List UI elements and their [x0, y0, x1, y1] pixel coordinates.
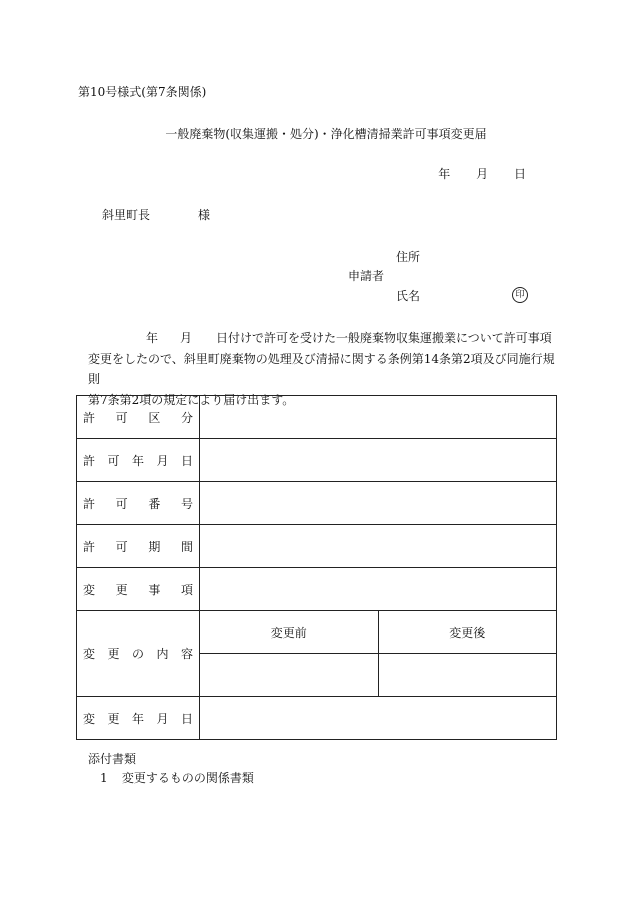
- label-char: 更: [107, 647, 120, 661]
- change-item-label: [77, 568, 200, 611]
- permit-category-field[interactable]: [200, 396, 557, 439]
- change-content-header-cell: [200, 611, 557, 654]
- label-char: 許: [83, 453, 96, 468]
- table-row: [77, 568, 557, 611]
- label-char: 可: [115, 539, 128, 554]
- addressee-honorific: 様: [198, 208, 211, 222]
- label-char: の: [131, 647, 144, 661]
- label-char: 変: [83, 582, 96, 597]
- label-char: 番: [148, 496, 161, 511]
- label-char: 日: [180, 453, 193, 468]
- label-char: 変: [83, 647, 96, 661]
- label-char: 許: [83, 539, 96, 554]
- body-line-3: 第7条第2項の規定により届け出ます。: [88, 392, 295, 407]
- change-item-field[interactable]: [200, 568, 557, 611]
- table-row: [77, 396, 557, 439]
- date-year: 年: [438, 167, 451, 181]
- change-content-label: [77, 611, 200, 697]
- permit-period-field[interactable]: [200, 525, 557, 568]
- addressee: [102, 209, 210, 221]
- table-row: [77, 439, 557, 482]
- label-char: 可: [115, 496, 128, 511]
- permit-number-label: [77, 482, 200, 525]
- form-number: 第10号様式(第7条関係): [78, 85, 207, 99]
- label-char: 容: [180, 647, 193, 661]
- table-row: [77, 525, 557, 568]
- before-header: 変更前: [200, 611, 378, 653]
- permit-date-field[interactable]: [200, 439, 557, 482]
- attachment-text: 変更するものの関係書類: [121, 771, 254, 785]
- date-day: 日: [513, 167, 526, 181]
- applicant-label: 申請者: [348, 269, 385, 283]
- change-content-header: [200, 611, 556, 653]
- body-line-2: 変更をしたので、斜里町廃棄物の処理及び清掃に関する条例第14条第2項及び同施行規則: [88, 351, 555, 386]
- body-line-1-rest: 日付けで許可を受けた一般廃棄物収集運搬業について許可事項: [216, 331, 552, 345]
- label-char: 日: [180, 711, 193, 726]
- table-row: [77, 697, 557, 740]
- label-char: 項: [180, 582, 193, 597]
- label-char: 年: [131, 711, 144, 726]
- change-date-field[interactable]: [200, 697, 557, 740]
- change-date-label: [77, 697, 200, 740]
- permit-number-field[interactable]: [200, 482, 557, 525]
- label-char: 月: [156, 453, 169, 468]
- permit-category-label: [77, 396, 200, 439]
- date-line: [438, 168, 526, 180]
- address-label: 住所: [396, 250, 421, 264]
- after-header: 変更後: [449, 625, 486, 640]
- change-content-body: [200, 654, 556, 696]
- change-content-body-cell: [200, 654, 557, 697]
- label-char: 内: [156, 647, 169, 661]
- name-label: 氏名: [396, 289, 421, 303]
- body-line-1: [88, 328, 558, 349]
- label-char: 事: [148, 582, 161, 597]
- seal-mark: 印: [512, 287, 528, 303]
- label-char: 変: [83, 711, 96, 726]
- attachments-heading: 添付書類: [88, 752, 137, 766]
- label-char: 可: [115, 410, 128, 425]
- label-char: 許: [83, 410, 96, 425]
- label-char: 年: [131, 453, 144, 468]
- label-char: 更: [107, 711, 120, 726]
- table-row: [77, 611, 557, 654]
- table-row: [77, 482, 557, 525]
- label-char: 可: [107, 453, 120, 468]
- date-month: 月: [476, 167, 489, 181]
- label-char: 許: [83, 496, 96, 511]
- label-char: 区: [148, 410, 161, 425]
- permit-period-label: [77, 525, 200, 568]
- body-year: 年: [146, 331, 159, 345]
- label-char: 月: [156, 711, 169, 726]
- attachment-item: [100, 772, 254, 784]
- addressee-name: 斜里町長: [102, 208, 151, 222]
- label-char: 号: [180, 496, 193, 511]
- label-char: 更: [115, 582, 128, 597]
- before-field[interactable]: [200, 654, 378, 696]
- label-char: 分: [180, 410, 193, 425]
- application-table: [76, 392, 557, 740]
- label-char: 間: [180, 539, 193, 554]
- permit-date-label: [77, 439, 200, 482]
- after-field[interactable]: [378, 654, 556, 696]
- label-char: 期: [148, 539, 161, 554]
- attachment-number: 1: [100, 771, 108, 785]
- body-month: 月: [180, 331, 193, 345]
- form-title: 一般廃棄物(収集運搬・処分)・浄化槽清掃業許可事項変更届: [165, 127, 487, 141]
